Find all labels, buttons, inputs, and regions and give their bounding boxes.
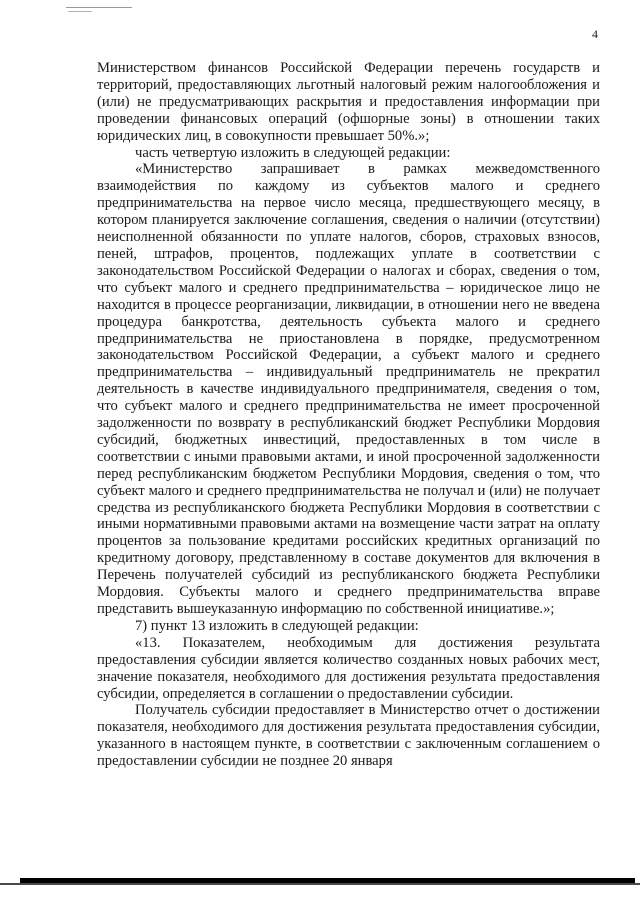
paragraph-ministry-request: «Министерство запрашивает в рамках межведомственного взаимодействия по каждому из субъектов малого и среднего предпринимательства на первое число месяца, предшествующего месяцу, в котором планируется заключение соглашения, сведения о наличии (отсутствии) неисполненной обязанности по уплате налогов, сборов, страховых взносов, пеней, штрафов, процентов, подлежащих уплате в соответствии с законодательством Российской Федерации о налогах и сборах, сведения о том, что субъект малого и среднего предпринимательства – юридическое лицо не находится в процессе реорганизации, ликвидации, в отношении него не введена процедура банкротства, деятельность субъекта малого и среднего предпринимательства не приостановлена в порядке, предусмотренном законодательством Российской Федерации, а субъект малого и среднего предпринимательства – индивидуальный предприниматель не прекратил деятельность в качестве индивидуального предпринимателя, сведения о том, что субъект малого и среднего предпринимательства не имеет просроченной задолженности по возврату в республиканский бюджет Республики Мордовия субсидий, бюджетных инвестиций, предоставленных в том числе в соответствии с иными правовыми актами, и иной просроченной задолженности перед республиканским бюджетом Республики Мордовия, сведения о том, что субъект малого и среднего предпринимательства не получал и (или) не получает средства из республиканского бюджета Республики Мордовия в соответствии с иными нормативными правовыми актами на возмещение части затрат на оплату процентов за пользование кредитами российских кредитных организаций по кредитному договору, представленному в составе документов для включения в Перечень получателей субсидий из республиканского бюджета Республики Мордовия. Субъекты малого и среднего предпринимательства вправе представить вышеуказанную информацию по собственной инициативе.»; bbox=[97, 161, 600, 617]
scan-artifact-top-short bbox=[68, 11, 92, 12]
paragraph-point-13-heading: 7) пункт 13 изложить в следующей редакции: bbox=[135, 617, 419, 634]
document-body bbox=[97, 60, 600, 770]
paragraph-point-13-indicator: «13. Показателем, необходимым для достижения результата предоставления субсидии является количество созданных новых рабочих мест, значение показателя, необходимого для достижения результата предоставления субсидии, определяется в соглашении о предоставлении субсидии. bbox=[97, 634, 600, 702]
scan-artifact-top bbox=[66, 7, 132, 8]
page-number: 4 bbox=[592, 27, 598, 41]
scan-edge-bottom-shadow bbox=[0, 883, 640, 885]
paragraph-recipient-report: Получатель субсидии предоставляет в Министерство отчет о достижении показателя, необходимого для достижения результата предоставления субсидии, указанного в настоящем пункте, в соответствии с заключенным соглашением о предоставлении субсидии не позднее 20 января bbox=[97, 702, 600, 770]
paragraph-part-four-heading: часть четвертую изложить в следующей редакции: bbox=[135, 144, 451, 161]
paragraph-offshore-continuation: Министерством финансов Российской Федерации перечень государств и территорий, предоставляющих льготный налоговый режим налогообложения и (или) не предусматривающих раскрытия и предоставления информации при проведении финансовых операций (офшорные зоны) в отношении таких юридических лиц, в совокупности превышает 50%.»; bbox=[97, 60, 600, 144]
